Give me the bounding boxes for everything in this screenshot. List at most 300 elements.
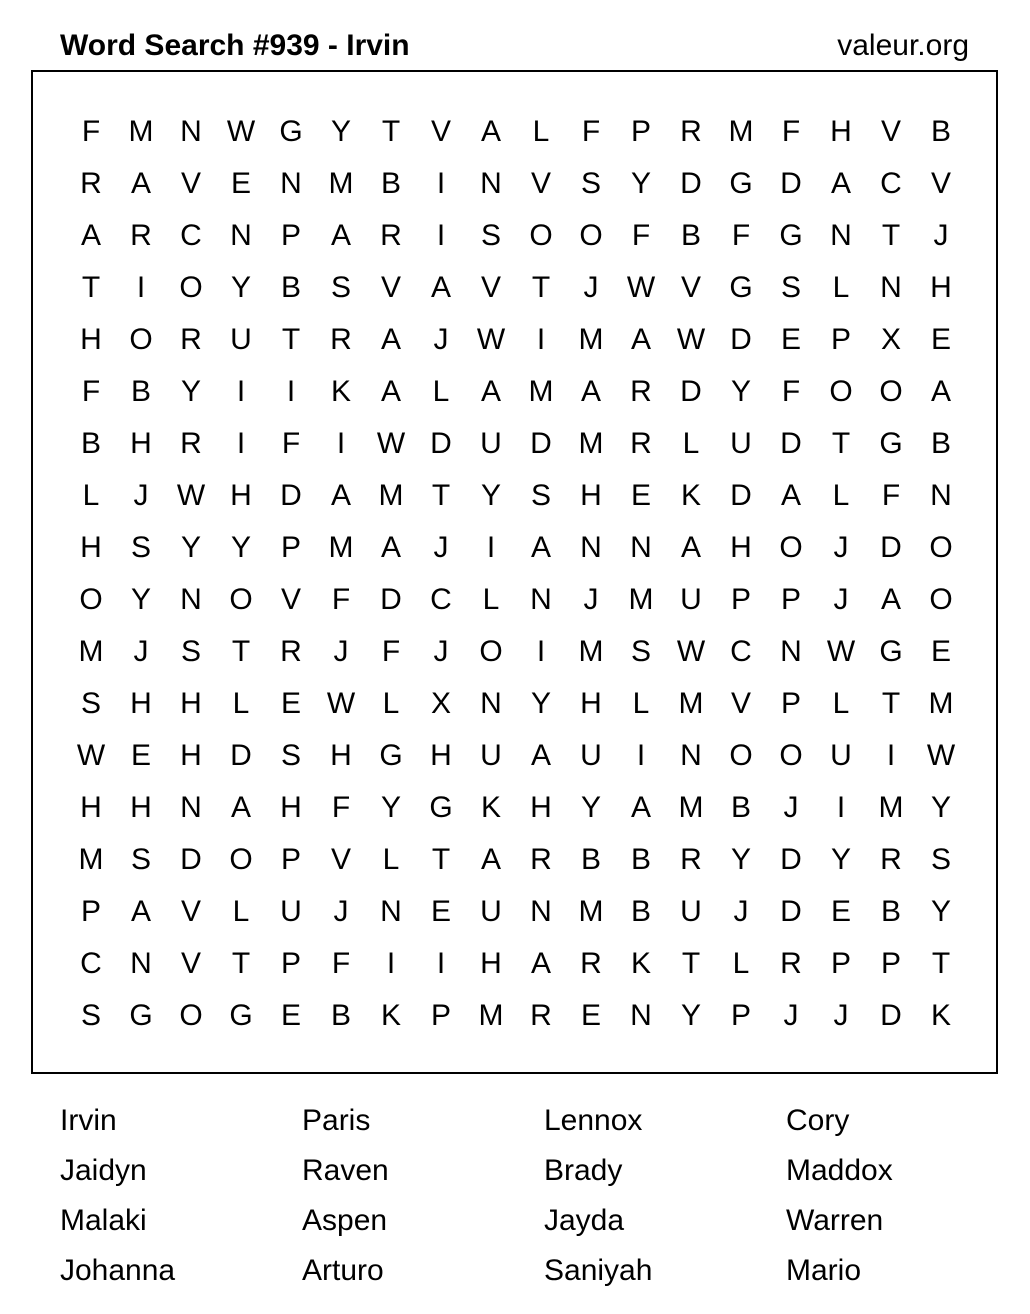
grid-letter: P bbox=[280, 531, 301, 564]
grid-letter: H bbox=[580, 479, 602, 512]
grid-letter: Y bbox=[930, 791, 951, 824]
grid-letter: O bbox=[229, 583, 253, 616]
grid-letter: J bbox=[333, 895, 349, 928]
grid-letter: A bbox=[480, 115, 501, 148]
grid-letter: B bbox=[630, 843, 651, 876]
grid-letter: P bbox=[830, 323, 851, 356]
grid-letter: G bbox=[229, 999, 253, 1032]
grid-letter: O bbox=[529, 219, 553, 252]
grid-letter: O bbox=[829, 375, 853, 408]
grid-letter: D bbox=[780, 167, 802, 200]
grid-letter: R bbox=[580, 947, 602, 980]
grid-letter: N bbox=[130, 947, 152, 980]
grid-letter: H bbox=[80, 323, 102, 356]
grid-letter: O bbox=[879, 375, 903, 408]
grid-letter: Y bbox=[830, 843, 851, 876]
grid-letter: F bbox=[781, 115, 801, 148]
grid-letter: M bbox=[328, 531, 354, 564]
grid-letter: S bbox=[630, 635, 651, 668]
grid-letter: A bbox=[380, 375, 401, 408]
grid-letter: S bbox=[480, 219, 501, 252]
grid-letter: N bbox=[380, 895, 402, 928]
grid-letter: O bbox=[779, 739, 803, 772]
grid-letter: S bbox=[330, 271, 351, 304]
grid-letter: P bbox=[830, 947, 851, 980]
grid-letter: T bbox=[431, 479, 451, 512]
grid-letter: D bbox=[180, 843, 202, 876]
grid-letter: L bbox=[682, 427, 700, 460]
grid-letter: M bbox=[578, 323, 604, 356]
grid-letter: J bbox=[133, 479, 149, 512]
grid-letter: E bbox=[580, 999, 601, 1032]
grid-letter: Y bbox=[330, 115, 351, 148]
grid-letter: V bbox=[930, 167, 951, 200]
grid-letter: P bbox=[280, 219, 301, 252]
grid-letter: W bbox=[226, 115, 256, 148]
grid-letter: R bbox=[180, 427, 202, 460]
grid-letter: D bbox=[730, 479, 752, 512]
grid-letter: J bbox=[583, 271, 599, 304]
grid-letter: S bbox=[130, 843, 151, 876]
grid-letter: P bbox=[430, 999, 451, 1032]
grid-letter: A bbox=[880, 583, 901, 616]
grid-letter: Y bbox=[630, 167, 651, 200]
grid-letter: R bbox=[330, 323, 352, 356]
grid-letter: V bbox=[480, 271, 501, 304]
grid-letter: U bbox=[680, 583, 702, 616]
grid-letter: W bbox=[626, 271, 656, 304]
grid-letter: I bbox=[436, 947, 446, 980]
grid-letter: N bbox=[880, 271, 902, 304]
grid-letter: G bbox=[729, 167, 753, 200]
grid-letter: T bbox=[881, 219, 901, 252]
grid-letter: D bbox=[780, 843, 802, 876]
grid-letter: B bbox=[330, 999, 351, 1032]
grid-letter: O bbox=[729, 739, 753, 772]
grid-letter: N bbox=[630, 531, 652, 564]
grid-letter: T bbox=[381, 115, 401, 148]
grid-letter: H bbox=[130, 687, 152, 720]
grid-letter: G bbox=[379, 739, 403, 772]
grid-letter: M bbox=[578, 427, 604, 460]
grid-letter: N bbox=[180, 583, 202, 616]
grid-letter: P bbox=[780, 687, 801, 720]
grid-letter: G bbox=[279, 115, 303, 148]
grid-letter: A bbox=[330, 479, 351, 512]
grid-letter: X bbox=[880, 323, 901, 356]
grid-letter: H bbox=[330, 739, 352, 772]
grid-letter: H bbox=[580, 687, 602, 720]
grid-letter: G bbox=[429, 791, 453, 824]
grid-letter: M bbox=[928, 687, 954, 720]
grid-letter: A bbox=[680, 531, 701, 564]
grid-letter: N bbox=[580, 531, 602, 564]
grid-letter: J bbox=[933, 219, 949, 252]
grid-letter: H bbox=[530, 791, 552, 824]
grid-letter: I bbox=[136, 271, 146, 304]
grid-letter: W bbox=[676, 323, 706, 356]
grid-letter: F bbox=[731, 219, 751, 252]
grid-letter: T bbox=[231, 635, 251, 668]
grid-letter: R bbox=[880, 843, 902, 876]
grid-letter: P bbox=[630, 115, 651, 148]
grid-letter: J bbox=[733, 895, 749, 928]
word-list bbox=[60, 1096, 1028, 1296]
grid-letter: P bbox=[880, 947, 901, 980]
grid-letter: A bbox=[530, 739, 551, 772]
grid-letter: G bbox=[729, 271, 753, 304]
grid-letter: O bbox=[79, 583, 103, 616]
puzzle-title: Word Search #939 - Irvin bbox=[60, 29, 410, 62]
grid-letter: I bbox=[336, 427, 346, 460]
grid-letter: C bbox=[730, 635, 752, 668]
grid-letter: D bbox=[780, 895, 802, 928]
grid-letter: A bbox=[130, 167, 151, 200]
grid-letter: S bbox=[80, 999, 101, 1032]
grid-letter: A bbox=[580, 375, 601, 408]
grid-letter: V bbox=[180, 895, 201, 928]
grid-letter: M bbox=[378, 479, 404, 512]
grid-letter: Y bbox=[530, 687, 551, 720]
grid-letter: E bbox=[830, 895, 851, 928]
grid-letter: M bbox=[628, 583, 654, 616]
grid-letter: A bbox=[630, 791, 651, 824]
grid-letter: A bbox=[330, 219, 351, 252]
grid-letter: T bbox=[831, 427, 851, 460]
grid-letter: K bbox=[480, 791, 501, 824]
grid-letter: W bbox=[176, 479, 206, 512]
grid-letter: S bbox=[130, 531, 151, 564]
grid-letter: L bbox=[832, 687, 850, 720]
grid-letter: E bbox=[780, 323, 801, 356]
grid-letter: O bbox=[929, 531, 953, 564]
grid-letter: Y bbox=[680, 999, 701, 1032]
grid-letter: S bbox=[180, 635, 201, 668]
grid-letter: K bbox=[630, 947, 651, 980]
grid-letter: K bbox=[680, 479, 701, 512]
grid-letter: I bbox=[436, 167, 446, 200]
grid-letter: I bbox=[636, 739, 646, 772]
grid-letter: D bbox=[380, 583, 402, 616]
grid-letter: T bbox=[231, 947, 251, 980]
grid-letter: B bbox=[630, 895, 651, 928]
grid-letter: C bbox=[430, 583, 452, 616]
grid-letter: F bbox=[881, 479, 901, 512]
grid-letter: Y bbox=[480, 479, 501, 512]
grid-letter: V bbox=[880, 115, 901, 148]
grid-letter: I bbox=[436, 219, 446, 252]
grid-letter: J bbox=[433, 531, 449, 564]
grid-letter: T bbox=[681, 947, 701, 980]
grid-letter: J bbox=[833, 583, 849, 616]
grid-letter: D bbox=[680, 167, 702, 200]
grid-letter: I bbox=[536, 635, 546, 668]
grid-letter: N bbox=[680, 739, 702, 772]
grid-letter: A bbox=[930, 375, 951, 408]
grid-letter: E bbox=[930, 635, 951, 668]
grid-letter: I bbox=[286, 375, 296, 408]
grid-letter: I bbox=[886, 739, 896, 772]
grid-letter: H bbox=[730, 531, 752, 564]
grid-letter: L bbox=[382, 687, 400, 720]
grid-letter: F bbox=[331, 947, 351, 980]
grid-letter: A bbox=[480, 375, 501, 408]
grid-letter: Y bbox=[230, 271, 251, 304]
grid-letter: Y bbox=[230, 531, 251, 564]
grid-letter: H bbox=[280, 791, 302, 824]
grid-letter: S bbox=[530, 479, 551, 512]
grid-letter: S bbox=[80, 687, 101, 720]
grid-letter: H bbox=[430, 739, 452, 772]
grid-letter: T bbox=[431, 843, 451, 876]
grid-letter: G bbox=[879, 635, 903, 668]
grid-letter: G bbox=[129, 999, 153, 1032]
grid-letter: T bbox=[81, 271, 101, 304]
grid-letter: D bbox=[780, 427, 802, 460]
grid-letter: C bbox=[180, 219, 202, 252]
grid-letter: M bbox=[678, 687, 704, 720]
grid-letter: K bbox=[330, 375, 351, 408]
grid-letter: W bbox=[376, 427, 406, 460]
grid-letter: A bbox=[530, 531, 551, 564]
grid-letter: R bbox=[530, 999, 552, 1032]
grid-letter: E bbox=[280, 999, 301, 1032]
grid-letter: D bbox=[530, 427, 552, 460]
grid-letter: J bbox=[433, 635, 449, 668]
grid-letter: N bbox=[280, 167, 302, 200]
grid-letter: R bbox=[530, 843, 552, 876]
grid-letter: H bbox=[80, 791, 102, 824]
grid-letter: E bbox=[230, 167, 251, 200]
grid-letter: H bbox=[80, 531, 102, 564]
grid-letter: N bbox=[180, 791, 202, 824]
grid-letter: R bbox=[180, 323, 202, 356]
grid-letter: E bbox=[930, 323, 951, 356]
grid-letter: S bbox=[280, 739, 301, 772]
grid-letter: G bbox=[779, 219, 803, 252]
grid-letter: N bbox=[530, 583, 552, 616]
grid-letter: W bbox=[326, 687, 356, 720]
grid-letter: W bbox=[476, 323, 506, 356]
grid-letter: O bbox=[929, 583, 953, 616]
grid-letter: L bbox=[732, 947, 750, 980]
grid-letter: Y bbox=[580, 791, 601, 824]
grid-letter: S bbox=[930, 843, 951, 876]
grid-letter: R bbox=[630, 427, 652, 460]
grid-letter: J bbox=[833, 531, 849, 564]
grid-letter: U bbox=[280, 895, 302, 928]
grid-letter: O bbox=[229, 843, 253, 876]
word-list-item: Jaidyn bbox=[60, 1154, 147, 1187]
site-name: valeur.org bbox=[837, 29, 969, 62]
grid-letter: A bbox=[380, 531, 401, 564]
grid-letter: O bbox=[779, 531, 803, 564]
grid-letter: J bbox=[833, 999, 849, 1032]
grid-letter: H bbox=[180, 687, 202, 720]
grid-letter: R bbox=[80, 167, 102, 200]
grid-letter: L bbox=[432, 375, 450, 408]
grid-letter: M bbox=[128, 115, 154, 148]
grid-letter: T bbox=[281, 323, 301, 356]
grid-letter: P bbox=[730, 583, 751, 616]
grid-letter: A bbox=[230, 791, 251, 824]
grid-letter: A bbox=[630, 323, 651, 356]
grid-letter: O bbox=[479, 635, 503, 668]
grid-letter: D bbox=[230, 739, 252, 772]
grid-letter: H bbox=[130, 427, 152, 460]
grid-letter: B bbox=[880, 895, 901, 928]
grid-letter: P bbox=[780, 583, 801, 616]
grid-letter: R bbox=[680, 843, 702, 876]
grid-letter: B bbox=[730, 791, 751, 824]
grid-letter: M bbox=[328, 167, 354, 200]
grid-letter: V bbox=[530, 167, 551, 200]
grid-letter: J bbox=[783, 999, 799, 1032]
grid-letter: B bbox=[930, 115, 951, 148]
grid-letter: U bbox=[480, 427, 502, 460]
grid-letter: O bbox=[129, 323, 153, 356]
grid-letter: I bbox=[236, 375, 246, 408]
grid-letter: E bbox=[630, 479, 651, 512]
grid-letter: W bbox=[76, 739, 106, 772]
grid-letter: R bbox=[280, 635, 302, 668]
grid-letter: P bbox=[280, 947, 301, 980]
grid-letter: M bbox=[578, 635, 604, 668]
grid-letter: H bbox=[230, 479, 252, 512]
grid-letter: O bbox=[179, 271, 203, 304]
word-list-item: Jayda bbox=[544, 1204, 625, 1237]
grid-letter: L bbox=[82, 479, 100, 512]
grid-letter: G bbox=[879, 427, 903, 460]
word-list-item: Aspen bbox=[302, 1204, 388, 1237]
grid-letter: H bbox=[180, 739, 202, 772]
grid-letter: V bbox=[430, 115, 451, 148]
grid-letter: J bbox=[333, 635, 349, 668]
grid-letter: A bbox=[380, 323, 401, 356]
grid-letter: R bbox=[630, 375, 652, 408]
grid-letter: D bbox=[880, 531, 902, 564]
grid-letter: B bbox=[380, 167, 401, 200]
grid-letter: S bbox=[580, 167, 601, 200]
grid-letter: O bbox=[579, 219, 603, 252]
grid-letter: M bbox=[578, 895, 604, 928]
grid-letter: Y bbox=[130, 583, 151, 616]
grid-letter: R bbox=[380, 219, 402, 252]
grid-letter: Y bbox=[930, 895, 951, 928]
word-list-item: Cory bbox=[786, 1104, 850, 1137]
grid-letter: L bbox=[382, 843, 400, 876]
grid-letter: N bbox=[830, 219, 852, 252]
grid-letter: U bbox=[830, 739, 852, 772]
grid-letter: A bbox=[780, 479, 801, 512]
puzzle-board bbox=[31, 70, 998, 1074]
grid-letter: L bbox=[232, 687, 250, 720]
grid-letter: D bbox=[880, 999, 902, 1032]
grid-letter: F bbox=[781, 375, 801, 408]
grid-letter: W bbox=[676, 635, 706, 668]
grid-letter: H bbox=[130, 791, 152, 824]
grid-letter: L bbox=[632, 687, 650, 720]
grid-letter: H bbox=[830, 115, 852, 148]
word-list-item: Johanna bbox=[60, 1254, 176, 1287]
grid-letter: B bbox=[130, 375, 151, 408]
word-list-item: Malaki bbox=[60, 1204, 147, 1237]
grid-letter: Y bbox=[180, 375, 201, 408]
grid-letter: N bbox=[780, 635, 802, 668]
grid-letter: N bbox=[930, 479, 952, 512]
grid-letter: L bbox=[482, 583, 500, 616]
grid-letter: D bbox=[730, 323, 752, 356]
word-list-item: Irvin bbox=[60, 1104, 117, 1137]
grid-letter: U bbox=[480, 739, 502, 772]
grid-letter: R bbox=[780, 947, 802, 980]
grid-letter: L bbox=[532, 115, 550, 148]
grid-letter: A bbox=[480, 843, 501, 876]
grid-letter: I bbox=[836, 791, 846, 824]
grid-letter: F bbox=[331, 791, 351, 824]
grid-letter: E bbox=[280, 687, 301, 720]
grid-letter: N bbox=[480, 167, 502, 200]
grid-letter: B bbox=[680, 219, 701, 252]
grid-letter: M bbox=[528, 375, 554, 408]
grid-letter: R bbox=[130, 219, 152, 252]
grid-letter: R bbox=[680, 115, 702, 148]
grid-letter: Y bbox=[730, 843, 751, 876]
grid-letter: M bbox=[728, 115, 754, 148]
word-list-item: Maddox bbox=[786, 1154, 893, 1187]
grid-letter: E bbox=[430, 895, 451, 928]
grid-letter: D bbox=[680, 375, 702, 408]
grid-letter: N bbox=[530, 895, 552, 928]
letter-grid bbox=[66, 106, 966, 1042]
grid-letter: J bbox=[583, 583, 599, 616]
grid-letter: J bbox=[783, 791, 799, 824]
grid-letter: D bbox=[430, 427, 452, 460]
word-list-item: Mario bbox=[786, 1254, 862, 1287]
grid-letter: T bbox=[931, 947, 951, 980]
grid-letter: L bbox=[232, 895, 250, 928]
grid-letter: F bbox=[631, 219, 651, 252]
grid-letter: V bbox=[380, 271, 401, 304]
grid-letter: M bbox=[878, 791, 904, 824]
grid-letter: U bbox=[580, 739, 602, 772]
grid-letter: I bbox=[536, 323, 546, 356]
grid-letter: I bbox=[386, 947, 396, 980]
grid-letter: V bbox=[680, 271, 701, 304]
grid-letter: K bbox=[930, 999, 951, 1032]
grid-letter: A bbox=[530, 947, 551, 980]
grid-letter: B bbox=[930, 427, 951, 460]
word-list-item: Raven bbox=[302, 1154, 389, 1187]
grid-letter: P bbox=[280, 843, 301, 876]
grid-letter: A bbox=[80, 219, 101, 252]
grid-letter: U bbox=[680, 895, 702, 928]
grid-letter: N bbox=[630, 999, 652, 1032]
grid-letter: P bbox=[80, 895, 101, 928]
grid-letter: Y bbox=[730, 375, 751, 408]
grid-letter: C bbox=[80, 947, 102, 980]
grid-letter: Y bbox=[180, 531, 201, 564]
grid-letter: X bbox=[430, 687, 451, 720]
word-list-item: Lennox bbox=[544, 1104, 643, 1137]
word-list-item: Brady bbox=[544, 1154, 623, 1187]
grid-letter: W bbox=[826, 635, 856, 668]
word-list-item: Warren bbox=[786, 1204, 884, 1237]
grid-letter: E bbox=[130, 739, 151, 772]
word-list-item: Arturo bbox=[302, 1254, 384, 1287]
grid-letter: H bbox=[480, 947, 502, 980]
grid-letter: J bbox=[433, 323, 449, 356]
